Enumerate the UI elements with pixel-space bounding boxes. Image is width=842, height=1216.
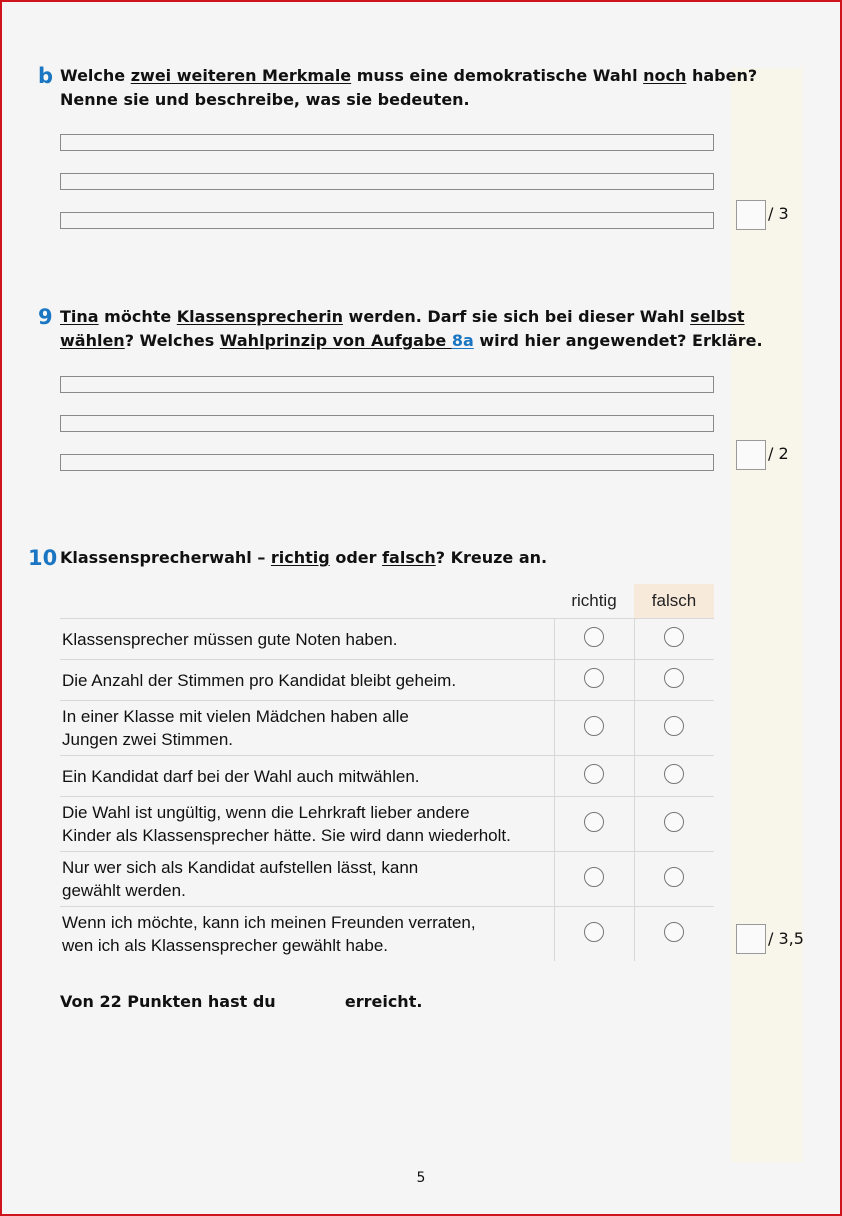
- task_10-text-part: Klassensprecherwahl –: [60, 548, 271, 567]
- option-cell-richtig: [554, 907, 634, 962]
- task_9-text-part: werden. Darf sie sich bei dieser Wahl: [342, 307, 691, 326]
- task-9-question: [60, 305, 763, 353]
- table-row: [60, 797, 714, 852]
- statement-text: Die Anzahl der Stimmen pro Kandidat bleibt geheim.: [62, 670, 457, 690]
- table-row: [60, 756, 714, 797]
- task_b-text-part: muss eine demokratische Wahl: [351, 66, 644, 85]
- task_b-text-part: Welche: [60, 66, 131, 85]
- table-row: [60, 619, 714, 660]
- richtig-radio[interactable]: [584, 812, 604, 832]
- statement-cell: [60, 756, 554, 797]
- statement-text: gewählt werden.: [62, 881, 186, 900]
- option-cell-falsch: [634, 701, 714, 756]
- table-row: [60, 907, 714, 962]
- statement-cell: [60, 619, 554, 660]
- statement-cell: [60, 797, 554, 852]
- column-header-richtig: richtig: [554, 584, 634, 619]
- option-cell-richtig: [554, 619, 634, 660]
- statement-text: Kinder als Klassensprecher hätte. Sie wird dann wiederholt.: [62, 826, 511, 845]
- table-row: [60, 660, 714, 701]
- statement-cell: [60, 852, 554, 907]
- statement-text: Klassensprecher müssen gute Noten haben.: [62, 629, 398, 649]
- total-points-sentence: [60, 992, 422, 1011]
- points-label: / 3: [768, 204, 789, 223]
- score-box[interactable]: [736, 924, 766, 954]
- task-9-label: 9: [38, 305, 53, 329]
- task_9-text-part: ? Welches: [124, 331, 220, 350]
- option-cell-richtig: [554, 701, 634, 756]
- statement-text: Die Wahl ist ungültig, wenn die Lehrkraft lieber andere: [62, 803, 470, 822]
- statement-text: Ein Kandidat darf bei der Wahl auch mitwählen.: [62, 766, 420, 786]
- true-false-table: [60, 584, 714, 961]
- task_b-text-part: haben?: [686, 66, 758, 85]
- statement-cell: [60, 907, 554, 962]
- option-cell-richtig: [554, 852, 634, 907]
- falsch-radio[interactable]: [664, 627, 684, 647]
- task_10-text-part: oder: [329, 548, 383, 567]
- falsch-radio[interactable]: [664, 668, 684, 688]
- task_9-text-part: wählen: [60, 331, 125, 350]
- richtig-radio[interactable]: [584, 867, 604, 887]
- score-box[interactable]: [736, 200, 766, 230]
- statement-cell: [60, 701, 554, 756]
- richtig-radio[interactable]: [584, 716, 604, 736]
- statement-rows: [60, 619, 714, 962]
- option-cell-falsch: [634, 797, 714, 852]
- statement-text: In einer Klasse mit vielen Mädchen haben alle: [62, 707, 409, 726]
- score-box[interactable]: [736, 440, 766, 470]
- richtig-radio[interactable]: [584, 764, 604, 784]
- header-spacer: [60, 584, 554, 619]
- task-10-label: 10: [28, 546, 58, 570]
- task_b-text-part: noch: [643, 66, 687, 85]
- richtig-radio[interactable]: [584, 627, 604, 647]
- statement-text: Wenn ich möchte, kann ich meinen Freunden verraten,: [62, 913, 476, 932]
- option-cell-falsch: [634, 619, 714, 660]
- option-cell-falsch: [634, 852, 714, 907]
- richtig-radio[interactable]: [584, 668, 604, 688]
- falsch-radio[interactable]: [664, 764, 684, 784]
- task_9-text-part: selbst: [690, 307, 745, 326]
- footer-text-after: erreicht.: [344, 992, 423, 1011]
- footer-text-before: Von 22 Punkten hast du: [60, 992, 276, 1011]
- task_b-text-part: Nenne sie und beschreibe, was sie bedeuten.: [60, 90, 470, 109]
- task_10-text-part: ? Kreuze an.: [435, 548, 548, 567]
- option-cell-falsch: [634, 907, 714, 962]
- falsch-radio[interactable]: [664, 812, 684, 832]
- page-number: 5: [416, 1170, 426, 1186]
- task_9-text-part: Klassensprecherin: [176, 307, 343, 326]
- option-cell-richtig: [554, 756, 634, 797]
- falsch-radio[interactable]: [664, 922, 684, 942]
- task-10-question: [60, 546, 547, 570]
- points-label: / 3,5: [768, 929, 804, 948]
- statement-cell: [60, 660, 554, 701]
- task_9-text-part: Tina: [60, 307, 99, 326]
- answer-line[interactable]: [60, 212, 714, 229]
- answer-line[interactable]: [60, 134, 714, 151]
- task_10-text-part: falsch: [382, 548, 436, 567]
- statement-text: wen ich als Klassensprecher gewählt habe.: [62, 936, 389, 955]
- task_9-text-part: Wahlprinzip von Aufgabe: [219, 331, 452, 350]
- option-cell-falsch: [634, 660, 714, 701]
- column-header-falsch: falsch: [634, 584, 714, 619]
- task-b-label: b: [38, 64, 54, 88]
- task_9-text-part: 8a: [451, 331, 474, 350]
- statement-text: Nur wer sich als Kandidat aufstellen lässt, kann: [62, 858, 419, 877]
- option-cell-falsch: [634, 756, 714, 797]
- task-b-question: [60, 64, 757, 112]
- task_10-text-part: richtig: [270, 548, 330, 567]
- richtig-radio[interactable]: [584, 922, 604, 942]
- points-label: / 2: [768, 444, 789, 463]
- task_9-text-part: wird hier angewendet? Erkläre.: [473, 331, 763, 350]
- table-row: [60, 852, 714, 907]
- falsch-radio[interactable]: [664, 867, 684, 887]
- score-column: [731, 68, 803, 1162]
- answer-line[interactable]: [60, 454, 714, 471]
- answer-line[interactable]: [60, 173, 714, 190]
- option-cell-richtig: [554, 660, 634, 701]
- task_b-text-part: zwei weiteren Merkmale: [130, 66, 352, 85]
- task_9-text-part: möchte: [98, 307, 177, 326]
- answer-line[interactable]: [60, 415, 714, 432]
- statement-text: Jungen zwei Stimmen.: [62, 730, 234, 749]
- falsch-radio[interactable]: [664, 716, 684, 736]
- answer-line[interactable]: [60, 376, 714, 393]
- option-cell-richtig: [554, 797, 634, 852]
- table-row: [60, 701, 714, 756]
